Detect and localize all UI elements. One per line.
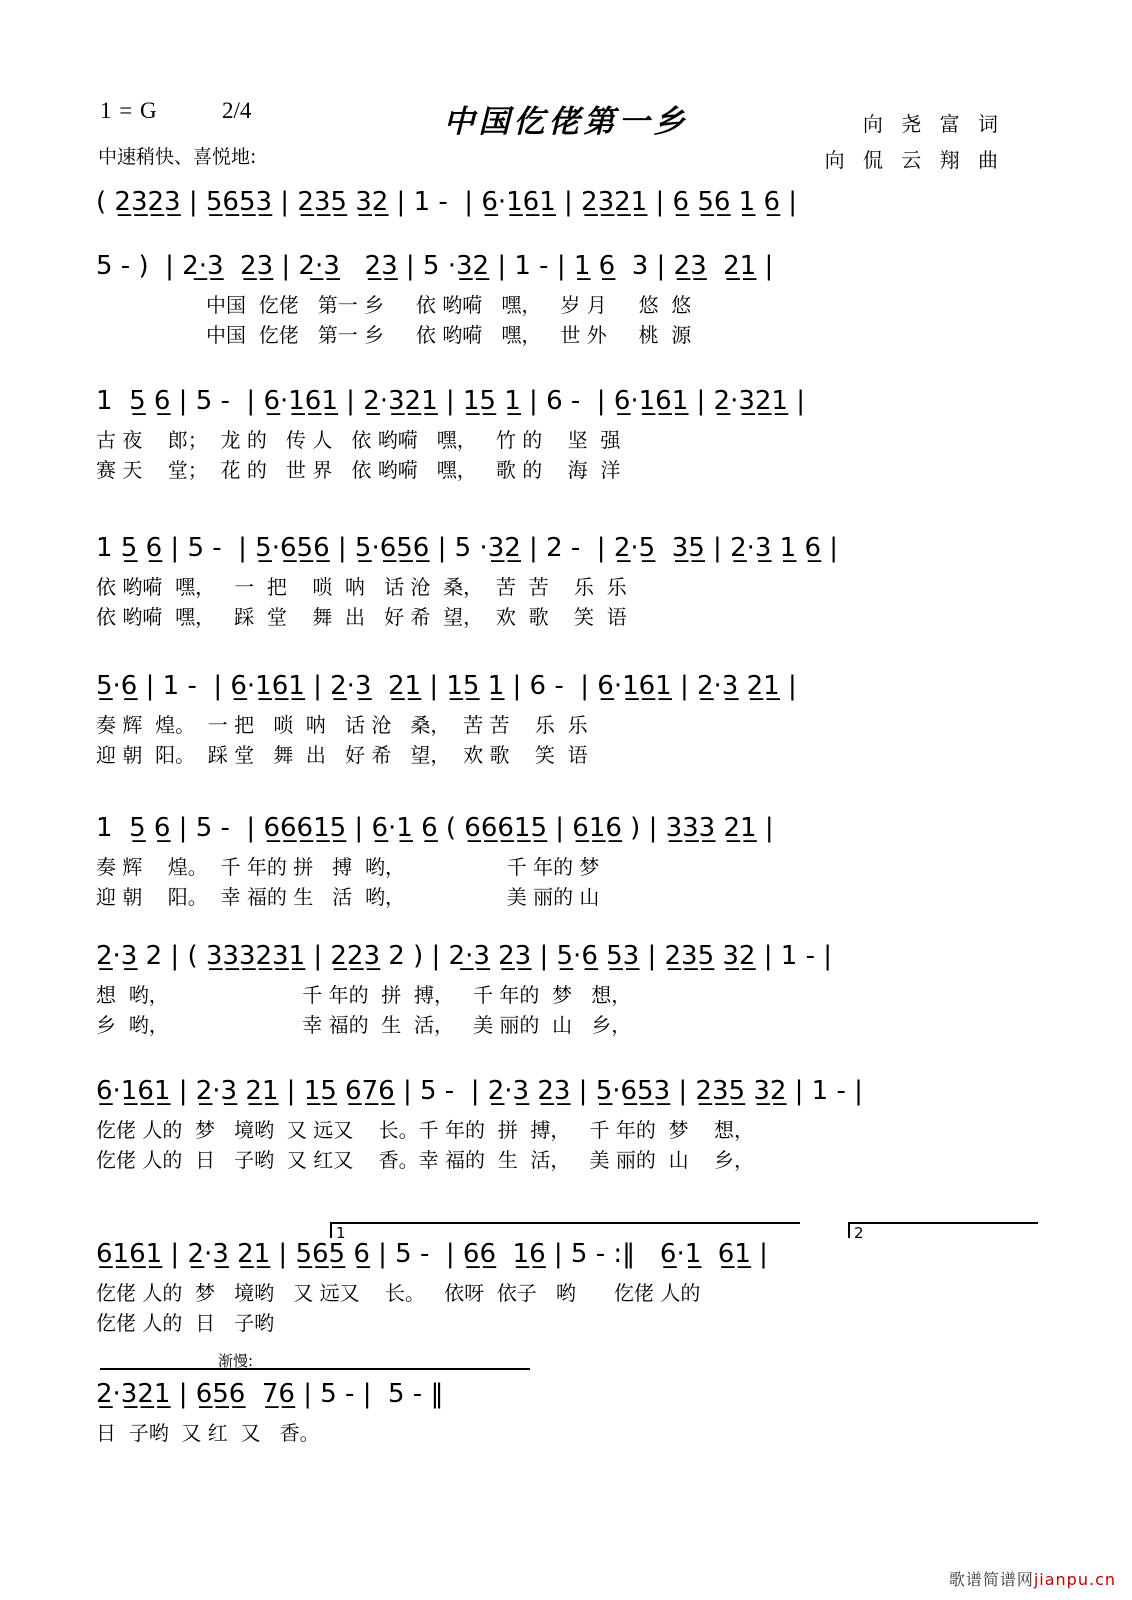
notation-line: 1 5̲ 6̲ | 5 - | 6̲6̲6̲1̲5̲ | 6̲·1̲ 6̲ ( 6̲6̲6̲1̲5̲ | 6̲1̲6̲ ) | 3̲3̲3̲ 2̲1̲ |: [96, 813, 774, 843]
notation-line: 1 5̲ 6̲ | 5 - | 6̲·1̲6̲1̲ | 2̲·3̲2̲1̲ | 1̲5̲ 1̲ | 6 - | 6̲·1̲6̲1̲ | 2̲·3̲2̲1̲ |: [96, 386, 805, 416]
lyric-line-1: 仡佬 人的 梦 境哟 又 远又 长。千 年的 拼 搏， 千 年的 梦 想，: [96, 1118, 755, 1142]
music-system: [96, 1238, 1040, 1340]
lyric-line-2: 迎 朝 阳。 幸 福的 生 活 哟， 美 丽的 山: [96, 885, 600, 909]
time-signature: 2/4: [222, 98, 252, 123]
music-system: [96, 250, 1040, 352]
notation-line: ( 2̲3̲2̲3̲ | 5̲6̲5̲3̲ | 2̲3̲5̲ 3̲2̲ | 1 - | 6̲·1̲6̲1̲ | 2̲3̲2̲1̲ | 6̲ 5̲6̲ 1̲ 6̲ |: [96, 187, 798, 217]
notation-line: 2̲·3̲ 2 | ( 3̲3̲3̲2̲3̲1̲ | 2̲2̲3̲ 2 ) | 2·̲3̲ 2̲3̲ | 5̲·6̲ 5̲3̲ | 2̲3̲5̲ 3̲2̲ | 1 - |: [96, 941, 832, 971]
lyric-line-2: 迎 朝 阳。 踩 堂 舞 出 好 希 望， 欢 歌 笑 语: [96, 743, 588, 767]
composer-credit: 向 侃 云 翔 曲: [824, 148, 1004, 172]
lyricist-credit: 向 尧 富 词: [862, 112, 1004, 136]
lyric-line-2: 依 哟嗬 嘿， 踩 堂 舞 出 好 希 望， 欢 歌 笑 语: [96, 605, 627, 629]
watermark-site-url: jianpu.cn: [1033, 1570, 1116, 1589]
key-signature: 1 = G: [100, 98, 158, 123]
notation-line: 6̲·1̲6̲1̲ | 2̲·3̲ 2̲1̲ | 1̲5̲ 6̲7̲6̲ | 5 - | 2̲·3̲ 2̲3̲ | 5̲·6̲5̲3̲ | 2̲3̲5̲ 3̲2̲ | 1 - |: [96, 1076, 863, 1106]
lyric-line-1: 想 哟， 千 年的 拼 搏， 千 年的 梦 想，: [96, 983, 632, 1007]
tempo-marking: 中速稍快、喜悦地:: [98, 146, 257, 168]
watermark: [949, 1567, 1116, 1590]
notation-line: 1 5̲ 6̲ | 5 - | 5̲·6̲5̲6̲ | 5̲·6̲5̲6̲ | 5 ·3̲2̲ | 2 - | 2̲·5̲ 3̲5̲ | 2̲·3̲ 1̲ 6̲ |: [96, 533, 839, 563]
lyric-line-2: 乡 哟， 幸 福的 生 活， 美 丽的 山 乡，: [96, 1013, 632, 1037]
notation-line: 6̲1̲6̲1̲ | 2̲·3̲ 2̲1̲ | 5̲6̲5̲ 6̲ | 5 - | 6̲6̲ 1̲6̲ | 5 - :‖ 6̲·1̲ 6̲1̲ |: [96, 1239, 768, 1269]
music-system: [96, 812, 1040, 914]
lyric-line-2: 仡佬 人的 日 子哟: [96, 1311, 275, 1335]
lyric-line-1: 奏 辉 煌。 一 把 唢 呐 话 沧 桑， 苦 苦 乐 乐: [96, 713, 588, 737]
lyric-line-1: 依 哟嗬 嘿， 一 把 唢 呐 话 沧 桑， 苦 苦 乐 乐: [96, 575, 627, 599]
lyric-line-2: 赛 天 堂； 花 的 世 界 依 哟嗬 嘿， 歌 的 海 洋: [96, 458, 621, 482]
watermark-site-name: 歌谱简谱网: [948, 1570, 1034, 1589]
music-system: [96, 670, 1040, 772]
music-system: [96, 1378, 1040, 1450]
lyric-line-1: 日 子哟 又 红 又 香。: [96, 1421, 320, 1445]
lyric-line-2: 仡佬 人的 日 子哟 又 红又 香。幸 福的 生 活， 美 丽的 山 乡，: [96, 1148, 755, 1172]
notation-line: 5 - ) | 2·̲3̲ 2̲3̲ | 2·̲3̲ 2̲3̲ | 5 ·3̲2̲ | 1 - | 1̲ 6̲ 3 | 2̲3̲ 2̲1̲ |: [96, 251, 774, 281]
ritardando-label: 渐慢:: [218, 1352, 254, 1370]
lyric-line-1: 奏 辉 煌。 千 年的 拼 搏 哟， 千 年的 梦: [96, 855, 600, 879]
music-system: [96, 186, 1040, 228]
notation-line: 5̲·6̲ | 1 - | 6̲·1̲6̲1̲ | 2̲·3̲ 2̲1̲ | 1̲5̲ 1̲ | 6 - | 6̲·1̲6̲1̲ | 2̲·3̲ 2̲1̲ |: [96, 671, 797, 701]
lyric-line-2: 中国 仡佬 第一 乡 依 哟嗬 嘿， 世 外 桃 源: [206, 323, 692, 347]
lyric-line-1: 中国 仡佬 第一 乡 依 哟嗬 嘿， 岁 月 悠 悠: [206, 293, 692, 317]
volta-bracket-1: 1: [330, 1222, 800, 1238]
music-system: [96, 940, 1040, 1042]
volta-bracket-2: 2: [848, 1222, 1038, 1238]
music-system: [96, 1075, 1040, 1177]
notation-line: 2̲·3̲2̲1̲ | 6̲5̲6̲ 7̲6̲ | 5 - | 5 - ‖: [96, 1379, 444, 1409]
rit-bracket: [100, 1368, 530, 1370]
lyric-line-1: 仡佬 人的 梦 境哟 又 远又 长。 依呀 依子 哟 仡佬 人的: [96, 1281, 701, 1305]
lyric-line-1: 古 夜 郎； 龙 的 传 人 依 哟嗬 嘿， 竹 的 坚 强: [96, 428, 621, 452]
music-system: [96, 532, 1040, 634]
music-system: [96, 385, 1040, 487]
page-title: 中国仡佬第一乡: [443, 104, 689, 140]
